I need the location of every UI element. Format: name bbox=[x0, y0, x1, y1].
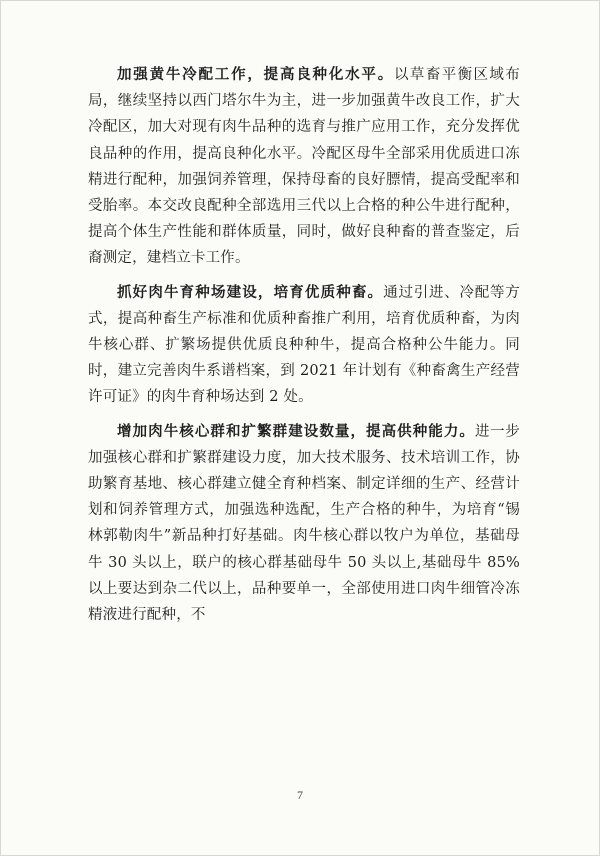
paragraph-lead: 加强黄牛冷配工作，提高良种化水平。 bbox=[117, 66, 395, 83]
paragraph-lead: 增加肉牛核心群和扩繁群建设数量，提高供种能力。 bbox=[117, 422, 475, 440]
document-body bbox=[88, 62, 520, 628]
paragraph-core-herd bbox=[88, 419, 520, 629]
paragraph-lead: 抓好肉牛育种场建设，培育优质种畜。 bbox=[117, 283, 384, 301]
paragraph-breeding-farm bbox=[88, 280, 520, 411]
paragraph-body: 进一步加强核心群和扩繁群建设力度，加大技术服务、技术培训工作，协助繁育基地、核心群建立健全育种档案、制定详细的生产、经营计划和饲养管理方式，加强选种选配，生产合格的种牛，为培育“锡林郭勒肉牛”新品种打好基础。肉牛核心群以牧户为单位，基础母牛 30 头以上，联户的核心群基础母牛 50 头以上,基础母牛 85%以上要达到杂二代以上，品种要单一，全部使用进口肉牛细管冷冻精液进行配种，不 bbox=[88, 423, 520, 624]
paragraph-body: 以草畜平衡区域布局，继续坚持以西门塔尔牛为主，进一步加强黄牛改良工作，扩大冷配区，加大对现有肉牛品种的选育与推广应用工作，充分发挥优良品种的作用，提高良种化水平。冷配区母牛全部采用优质进口冻精进行配种，加强饲养管理，保持母畜的良好膘情，提高受配率和受胎率。本交改良配种全部选用三代以上合格的种公牛进行配种，提高个体生产性能和群体质量，同时，做好良种畜的普查鉴定，后裔测定，建档立卡工作。 bbox=[88, 67, 520, 267]
page-number: 7 bbox=[297, 788, 303, 802]
paragraph-body: 通过引进、冷配等方式，提高种畜生产标准和优质种畜推广利用，培育优质种畜，为肉牛核心群、扩繁场提供优质良种种牛，提高合格种公牛能力。同时，建立完善肉牛系谱档案，到 2021 年计划有《种畜禽生产经营许可证》的肉牛育种场达到 2 处。 bbox=[88, 284, 520, 406]
paragraph-cattle-breeding bbox=[88, 62, 520, 272]
